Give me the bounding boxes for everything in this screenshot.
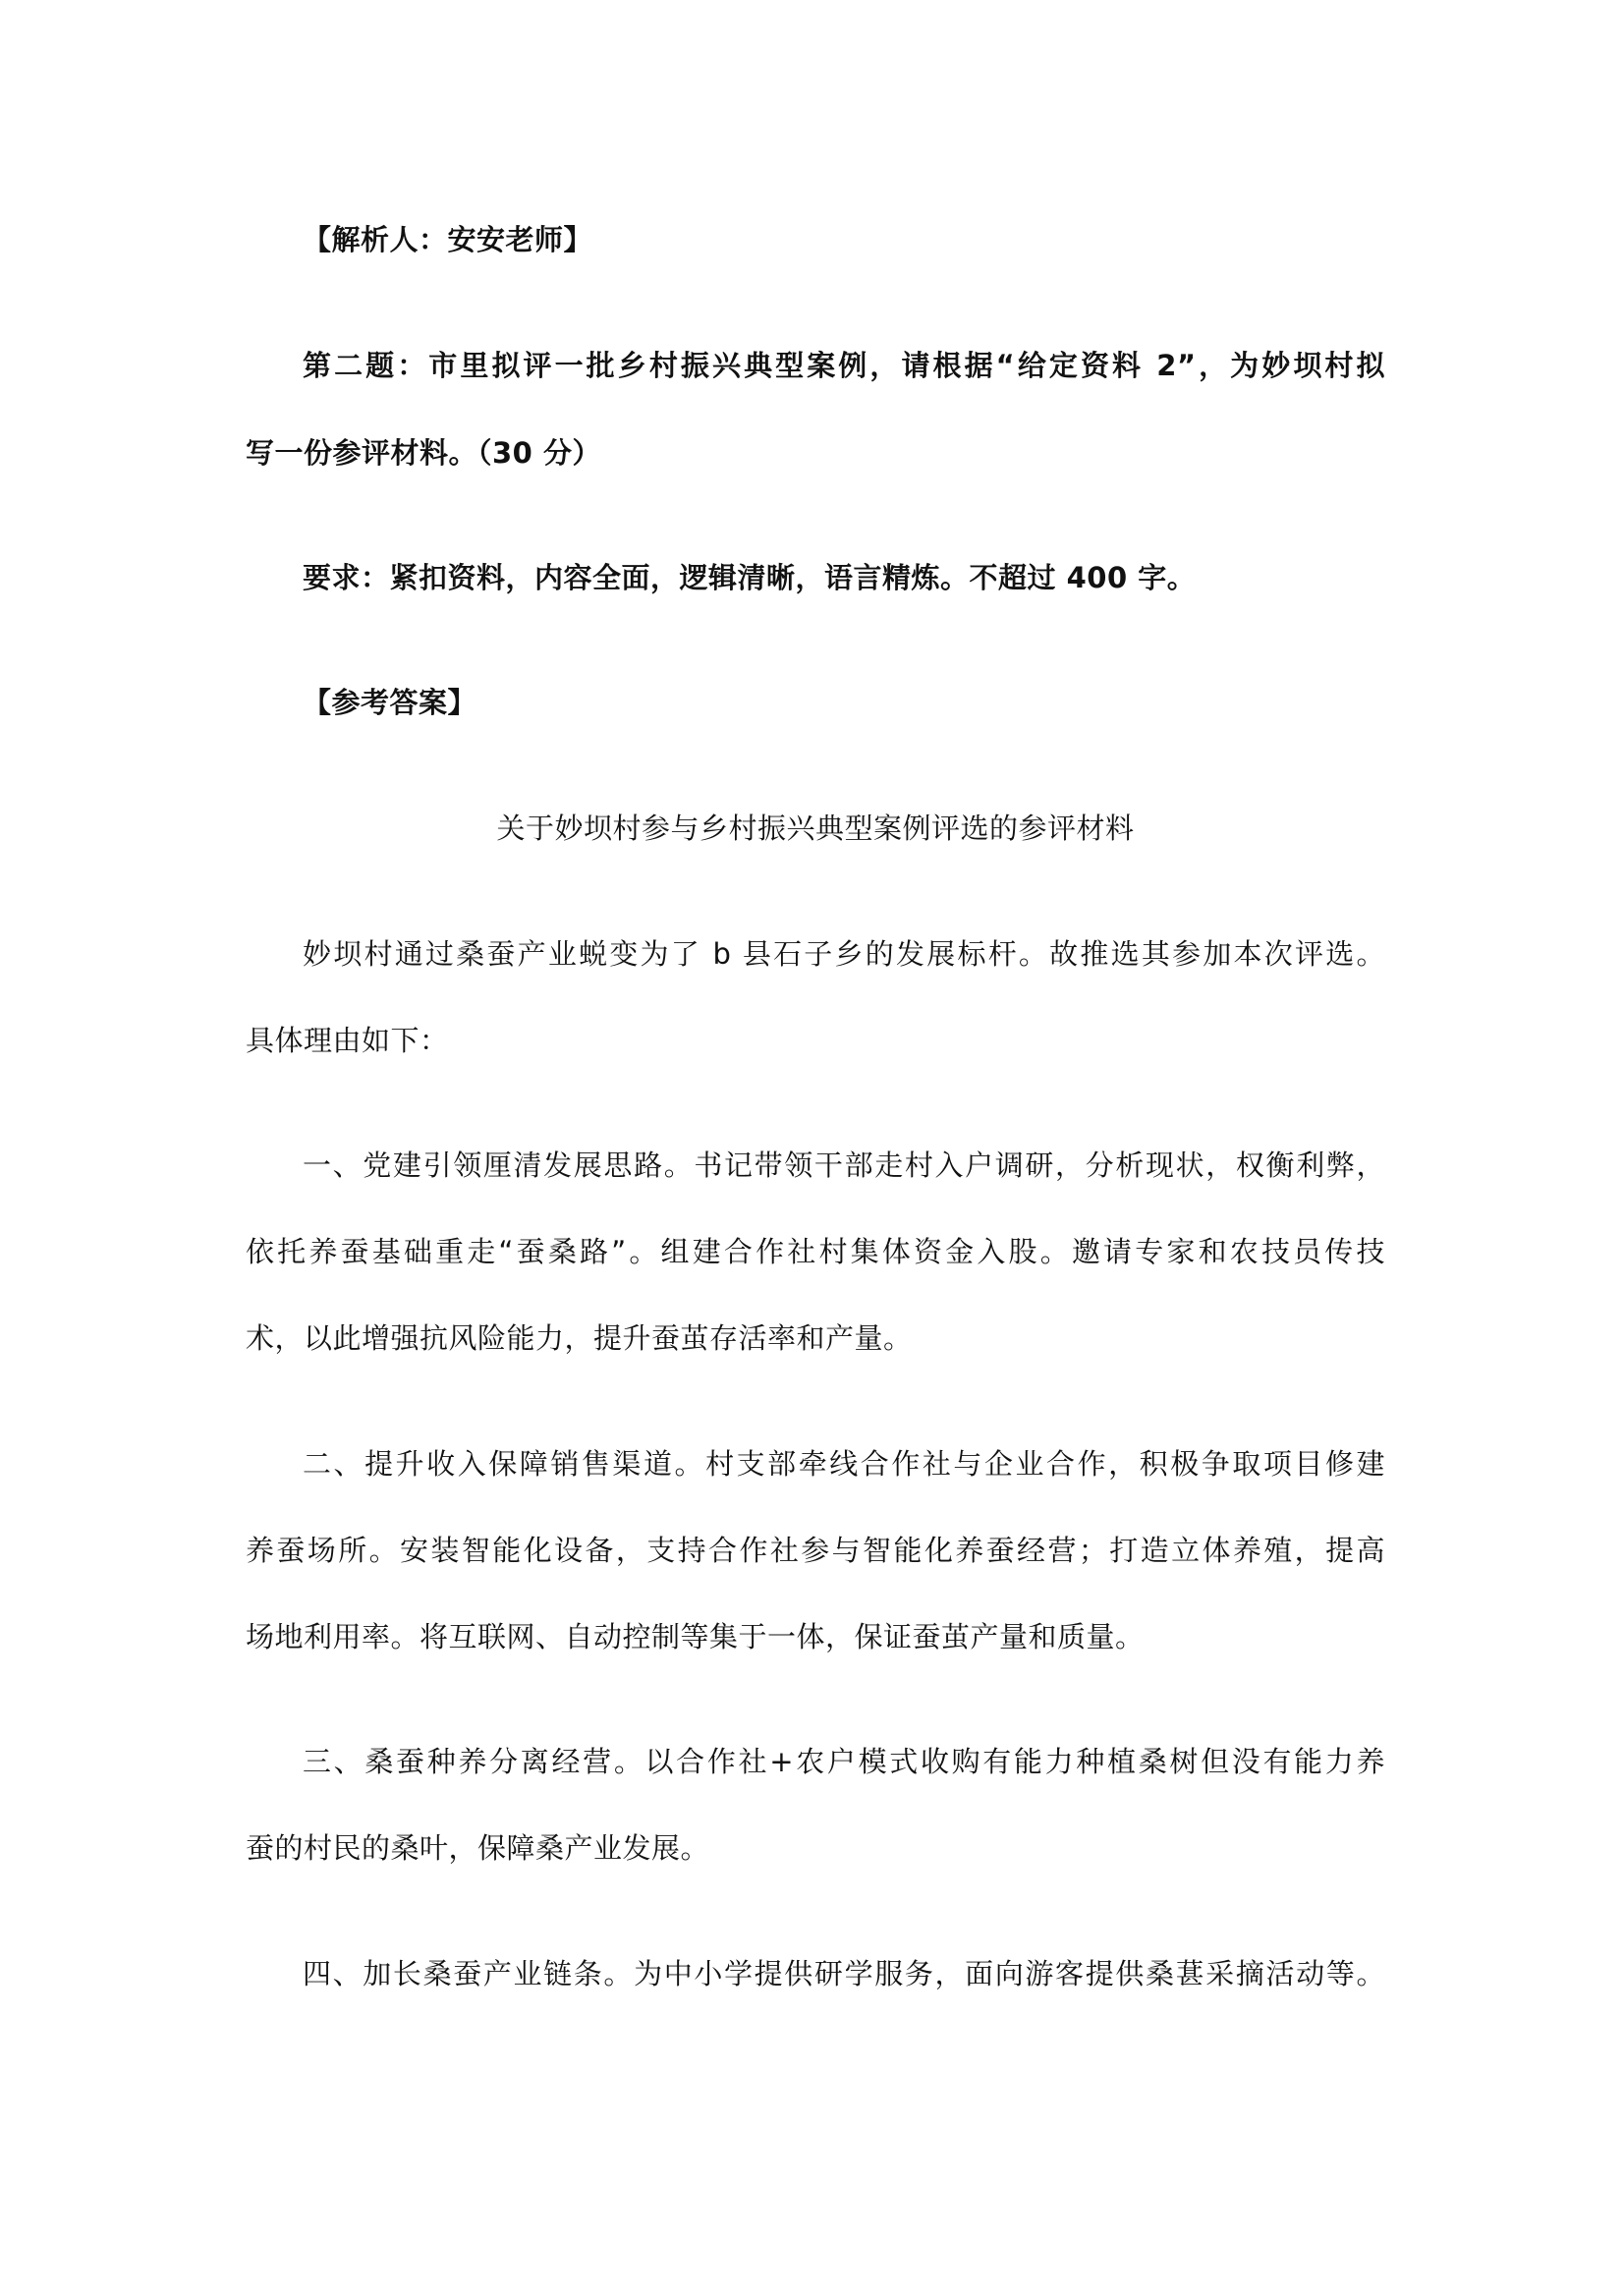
point2-line-1: 二、提升收入保障销售渠道。村支部牵线合作社与企业合作，积极争取项目修建 xyxy=(303,1447,1385,1481)
requirement-text: 要求：紧扣资料，内容全面，逻辑清晰，语言精炼。不超过 400 字。 xyxy=(303,561,1197,594)
point1-line-1: 一、党建引领厘清发展思路。书记带领干部走村入户调研，分析现状，权衡利弊， xyxy=(303,1148,1385,1182)
point2-line-2: 养蚕场所。安装智能化设备，支持合作社参与智能化养蚕经营；打造立体养殖，提高 xyxy=(246,1534,1385,1567)
reference-answer-heading: 【参考答案】 xyxy=(303,686,477,719)
question-line-2: 写一份参评材料。（30 分） xyxy=(246,436,601,470)
point2-line-3: 场地利用率。将互联网、自动控制等集于一体，保证蚕茧产量和质量。 xyxy=(246,1620,1145,1653)
point3-line-1: 三、桑蚕种养分离经营。以合作社+农户模式收购有能力种植桑树但没有能力养 xyxy=(303,1745,1385,1778)
point1-line-2: 依托养蚕基础重走“蚕桑路”。组建合作社村集体资金入股。邀请专家和农技员传技 xyxy=(246,1235,1385,1268)
point1-line-3: 术，以此增强抗风险能力，提升蚕茧存活率和产量。 xyxy=(246,1321,913,1355)
intro-line-2: 具体理由如下： xyxy=(246,1024,449,1057)
intro-line-1: 妙坝村通过桑蚕产业蜕变为了 b 县石子乡的发展标杆。故推选其参加本次评选。 xyxy=(303,937,1385,971)
point4-line-1: 四、加长桑蚕产业链条。为中小学提供研学服务，面向游客提供桑葚采摘活动等。 xyxy=(303,1957,1385,1990)
analyst-label: 【解析人：安安老师】 xyxy=(303,223,593,256)
point3-line-2: 蚕的村民的桑叶，保障桑产业发展。 xyxy=(246,1831,710,1865)
answer-title: 关于妙坝村参与乡村振兴典型案例评选的参评材料 xyxy=(496,812,1135,845)
question-line-1: 第二题：市里拟评一批乡村振兴典型案例，请根据“给定资料 2”，为妙坝村拟 xyxy=(303,349,1385,382)
